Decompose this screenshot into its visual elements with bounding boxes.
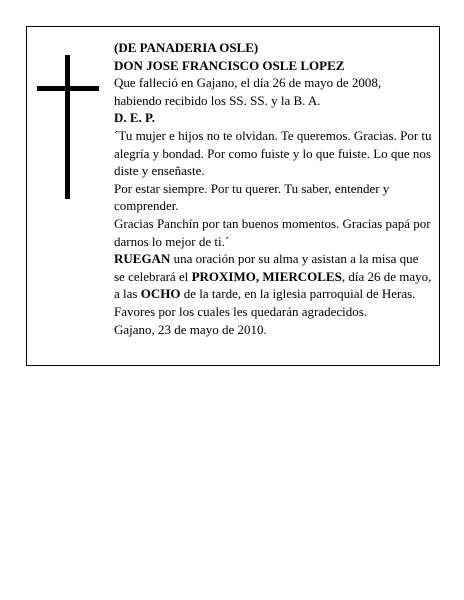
cross-vertical-bar xyxy=(65,55,70,199)
family-message-2: Por estar siempre. Por tu querer. Tu saber, entender y comprender. xyxy=(114,180,390,214)
bakery-header: (DE PANADERIA OSLE) xyxy=(114,40,259,55)
cross-icon xyxy=(37,55,99,199)
mass-text-2: , día 26 de mayo, a las xyxy=(114,268,432,302)
mass-announcement xyxy=(114,250,432,320)
ruegan-word: RUEGAN xyxy=(114,251,171,267)
rip-label: D. E. P. xyxy=(114,110,156,126)
mass-hour: OCHO xyxy=(140,286,181,302)
place-and-date: Gajano, 23 de mayo de 2010. xyxy=(114,321,267,337)
family-message-1: ´Tu mujer e hijos no te olvidan. Te queremos. Gracias. Por tu alegría y bondad. Por como fuiste y lo que fuiste. Lo que nos diste y enseñaste. xyxy=(114,127,432,179)
family-message-3: Gracias Panchín por tan buenos momentos. Gracias papá por darnos lo mejor de ti.´ xyxy=(114,215,431,249)
notice-text xyxy=(114,39,432,338)
death-statement: Que falleció en Gajano, el día 26 de mayo de 2008, habiendo recibido los SS. SS. y la B. A. xyxy=(114,75,382,108)
mass-day: PROXIMO, MIERCOLES xyxy=(191,268,342,284)
obituary-notice xyxy=(26,26,440,366)
mass-text-1: una oración por su alma y asistan a la misa que se celebrará el xyxy=(114,251,419,284)
mass-text-3: de la tarde, en la iglesia parroquial de Heras. Favores por los cuales les quedarán agradecidos. xyxy=(114,286,416,319)
cross-horizontal-bar xyxy=(37,86,99,91)
deceased-name: DON JOSE FRANCISCO OSLE LOPEZ xyxy=(114,57,345,73)
